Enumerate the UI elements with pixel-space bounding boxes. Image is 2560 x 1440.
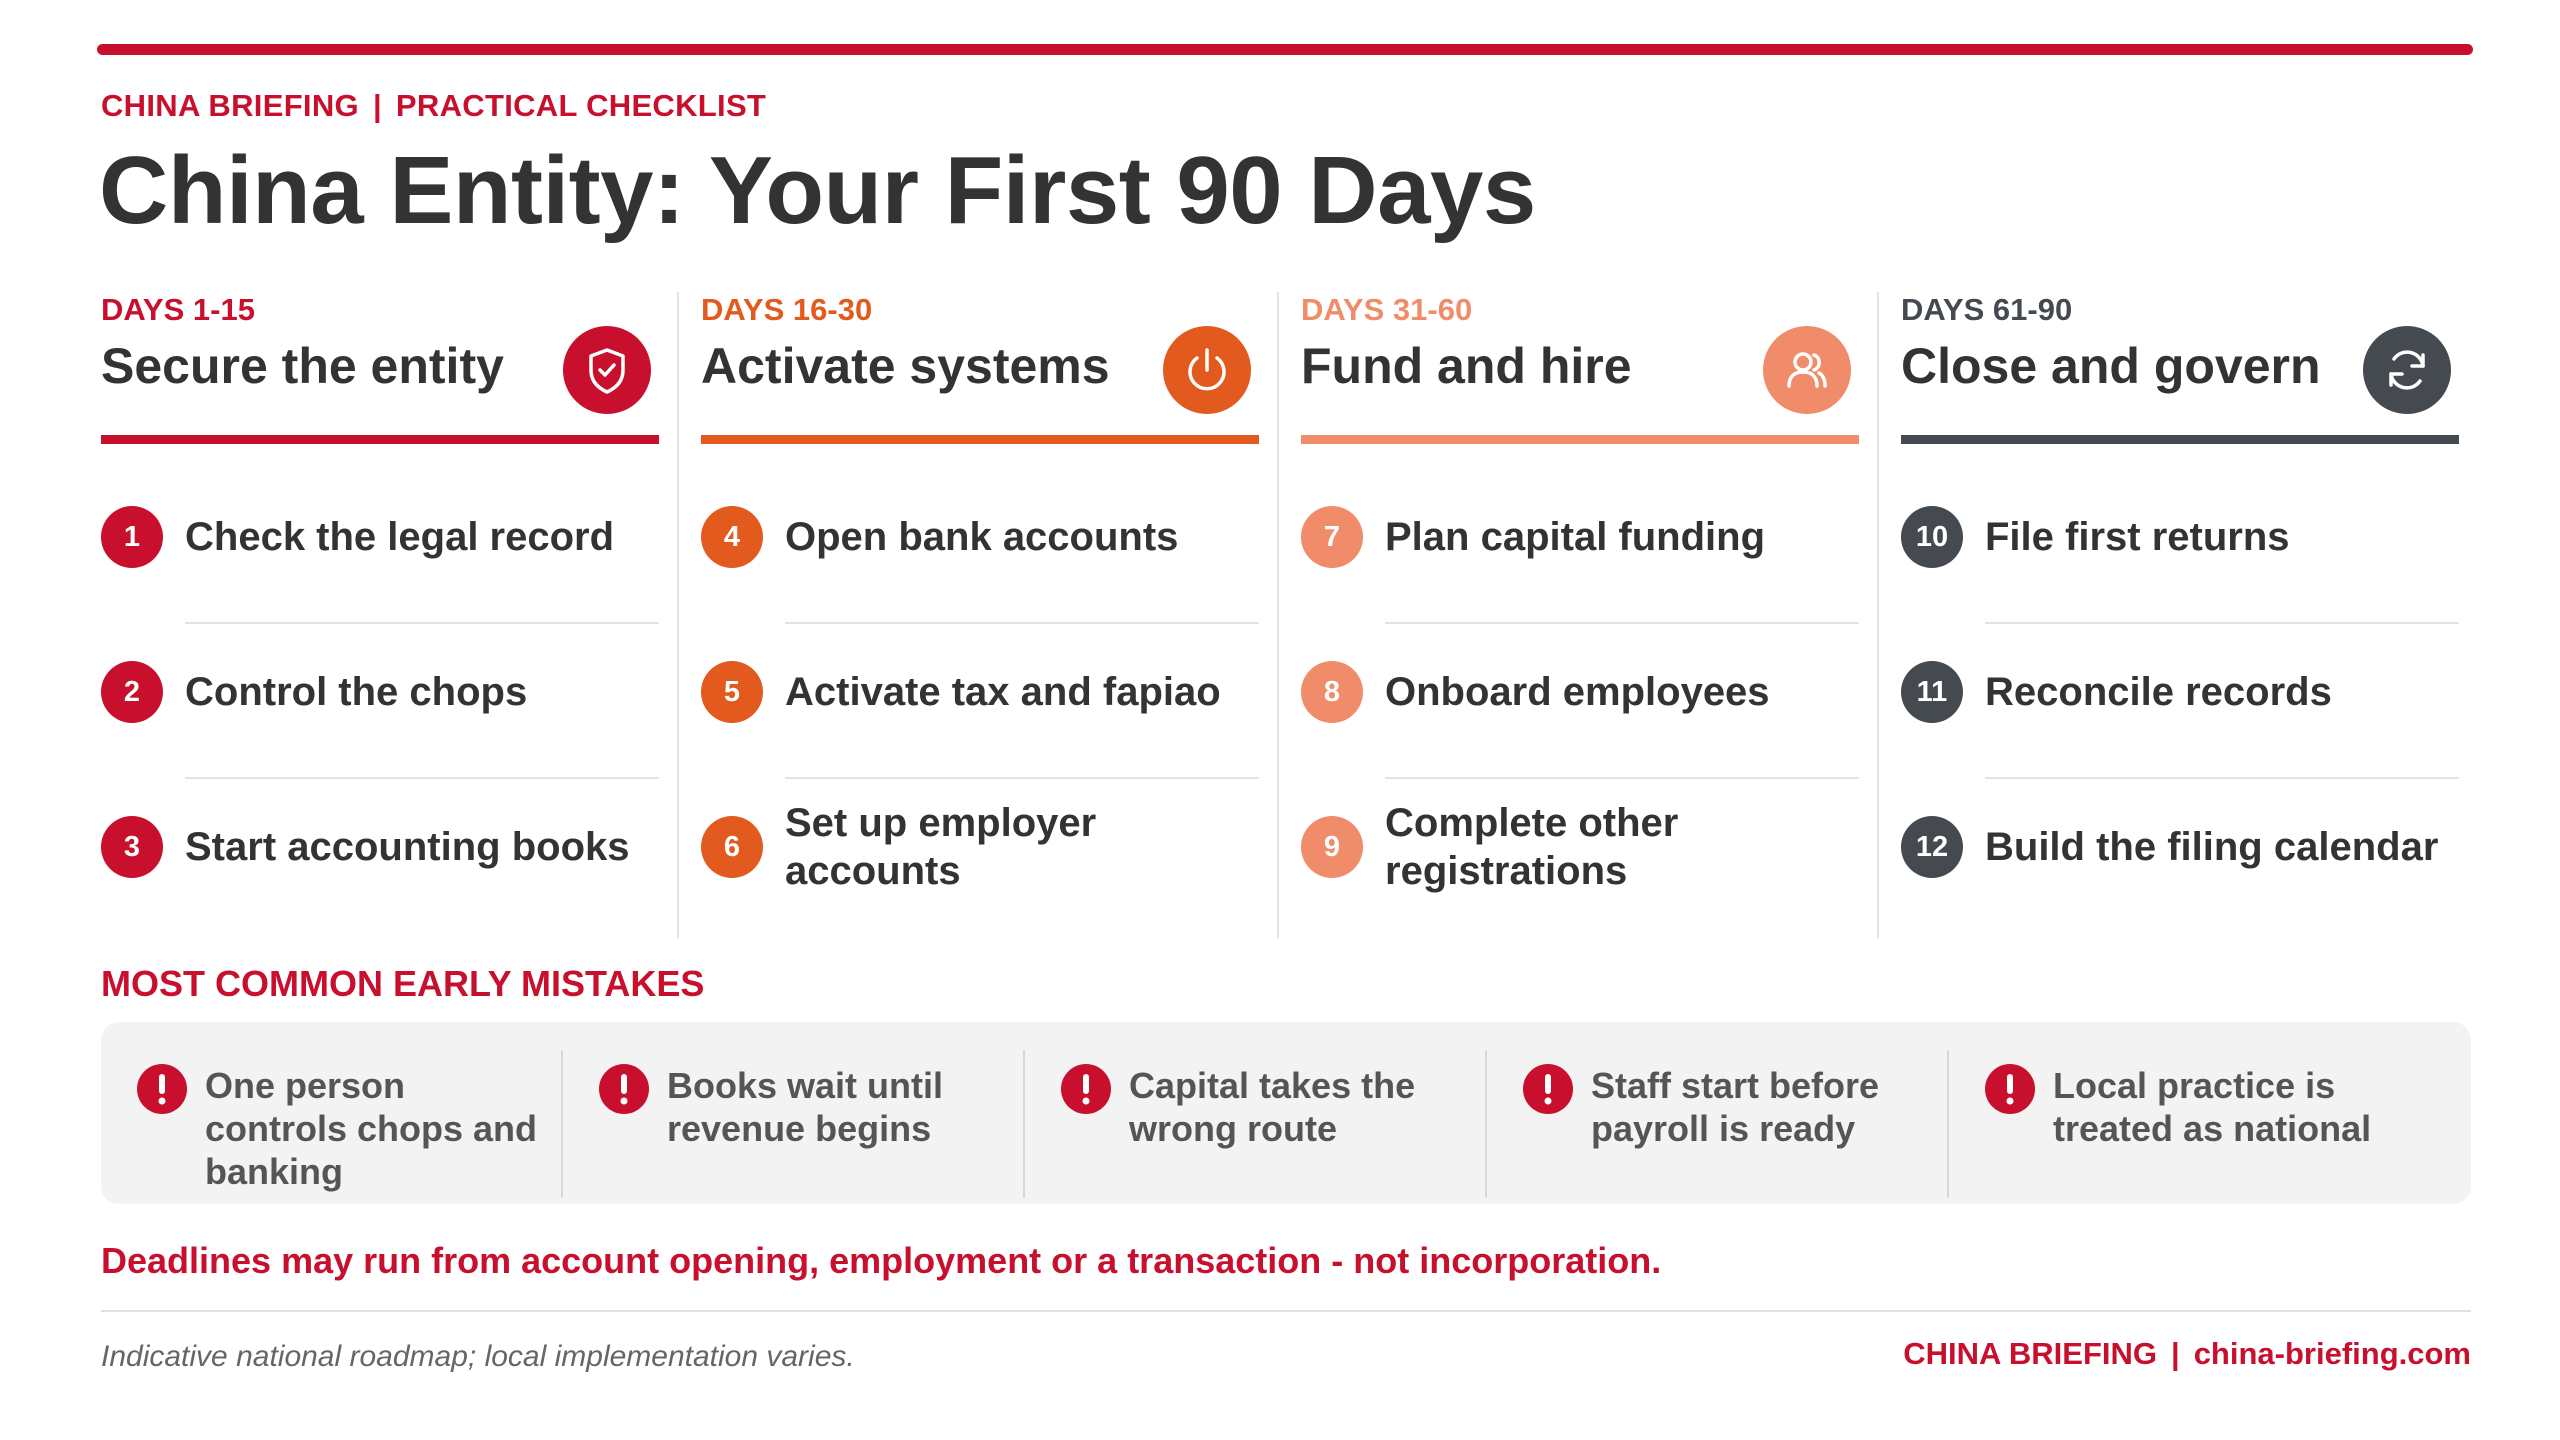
step-number: 11 (1901, 661, 1963, 723)
phase-title: Secure the entity (101, 338, 504, 394)
mistake-item (1025, 1022, 1487, 1204)
step-label: Start accounting books (185, 825, 630, 869)
phase-column-2 (701, 292, 1261, 938)
phase-days: DAYS 1-15 (101, 292, 255, 327)
footer-divider (101, 1310, 2471, 1312)
column-divider (677, 292, 679, 938)
step-item (701, 778, 1259, 933)
step-item (1901, 623, 2459, 778)
mistakes-title: MOST COMMON EARLY MISTAKES (101, 963, 705, 1004)
step-label: Activate tax and fapiao (785, 670, 1221, 714)
step-item (101, 623, 659, 778)
mistake-divider (1023, 1050, 1025, 1198)
mistake-text: Local practice is treated as national (2053, 1065, 2372, 1150)
step-number: 1 (101, 506, 163, 568)
step-label: Plan capital funding (1385, 515, 1766, 559)
kicker (101, 88, 766, 124)
step-label: Control the chops (185, 670, 528, 714)
step-number: 10 (1901, 506, 1963, 568)
mistake-text: Staff start before payroll is ready (1591, 1065, 1880, 1150)
deadline-note: Deadlines may run from account opening, employment or a transaction - not incorporation. (101, 1240, 1662, 1281)
phase-title: Activate systems (701, 338, 1110, 394)
mistake-text: Books wait until revenue begins (667, 1065, 944, 1150)
mistake-item (563, 1022, 1025, 1204)
footer-note: Indicative national roadmap; local implementation varies. (101, 1340, 855, 1373)
mistake-divider (1485, 1050, 1487, 1198)
footer-website: china-briefing.com (2193, 1336, 2471, 1371)
step-item (1301, 623, 1859, 778)
step-item (701, 623, 1259, 778)
step-item (1301, 778, 1859, 933)
phase-days: DAYS 31-60 (1301, 292, 1473, 327)
step-item (701, 468, 1259, 623)
step-number: 2 (101, 661, 163, 723)
step-label: Check the legal record (185, 515, 615, 559)
phase-column-3 (1301, 292, 1861, 938)
mistake-text: Capital takes the wrong route (1129, 1065, 1416, 1150)
step-number: 6 (701, 816, 763, 878)
step-item (1301, 468, 1859, 623)
step-label: Open bank accounts (785, 515, 1179, 559)
phase-bar (701, 435, 1259, 444)
step-number: 5 (701, 661, 763, 723)
alert-icon (1523, 1064, 1573, 1114)
phase-bar (101, 435, 659, 444)
power-icon (1163, 326, 1251, 414)
shield-check-icon (563, 326, 651, 414)
users-icon (1763, 326, 1851, 414)
phase-days: DAYS 61-90 (1901, 292, 2073, 327)
step-number: 12 (1901, 816, 1963, 878)
mistake-divider (1947, 1050, 1949, 1198)
page-title: China Entity: Your First 90 Days (99, 137, 1536, 244)
alert-icon (599, 1064, 649, 1114)
mistakes-panel (101, 1022, 2471, 1204)
step-number: 3 (101, 816, 163, 878)
step-label: Complete other registrations (1385, 801, 1679, 893)
footer-brand-name: CHINA BRIEFING (1903, 1336, 2157, 1371)
phase-bar (1301, 435, 1859, 444)
step-number: 7 (1301, 506, 1363, 568)
footer-brand-separator: | (2171, 1336, 2180, 1371)
mistake-divider (561, 1050, 563, 1198)
column-divider (1277, 292, 1279, 938)
mistake-text: One person controls chops and banking (205, 1065, 538, 1193)
step-item (101, 468, 659, 623)
phase-title: Fund and hire (1301, 338, 1632, 394)
step-number: 9 (1301, 816, 1363, 878)
phase-title: Close and govern (1901, 338, 2321, 394)
kicker-separator: | (372, 88, 382, 123)
kicker-label: PRACTICAL CHECKLIST (395, 88, 767, 123)
footer-brand (1903, 1336, 2471, 1372)
alert-icon (1061, 1064, 1111, 1114)
alert-icon (137, 1064, 187, 1114)
phase-column-1 (101, 292, 661, 938)
mistake-item (101, 1022, 563, 1204)
mistake-item (1487, 1022, 1949, 1204)
top-accent-rule (97, 44, 2473, 55)
step-number: 4 (701, 506, 763, 568)
step-label: File first returns (1985, 515, 2290, 559)
phase-bar (1901, 435, 2459, 444)
refresh-icon (2363, 326, 2451, 414)
step-label: Set up employer accounts (785, 801, 1097, 893)
mistake-item (1949, 1022, 2411, 1204)
phase-column-4 (1901, 292, 2461, 938)
column-divider (1877, 292, 1879, 938)
step-item (1901, 778, 2459, 933)
phase-days: DAYS 16-30 (701, 292, 873, 327)
step-number: 8 (1301, 661, 1363, 723)
alert-icon (1985, 1064, 2035, 1114)
step-item (1901, 468, 2459, 623)
step-item (101, 778, 659, 933)
kicker-brand: CHINA BRIEFING (101, 88, 359, 123)
step-label: Reconcile records (1985, 670, 2332, 714)
step-label: Build the filing calendar (1985, 825, 2439, 869)
step-label: Onboard employees (1385, 670, 1770, 714)
